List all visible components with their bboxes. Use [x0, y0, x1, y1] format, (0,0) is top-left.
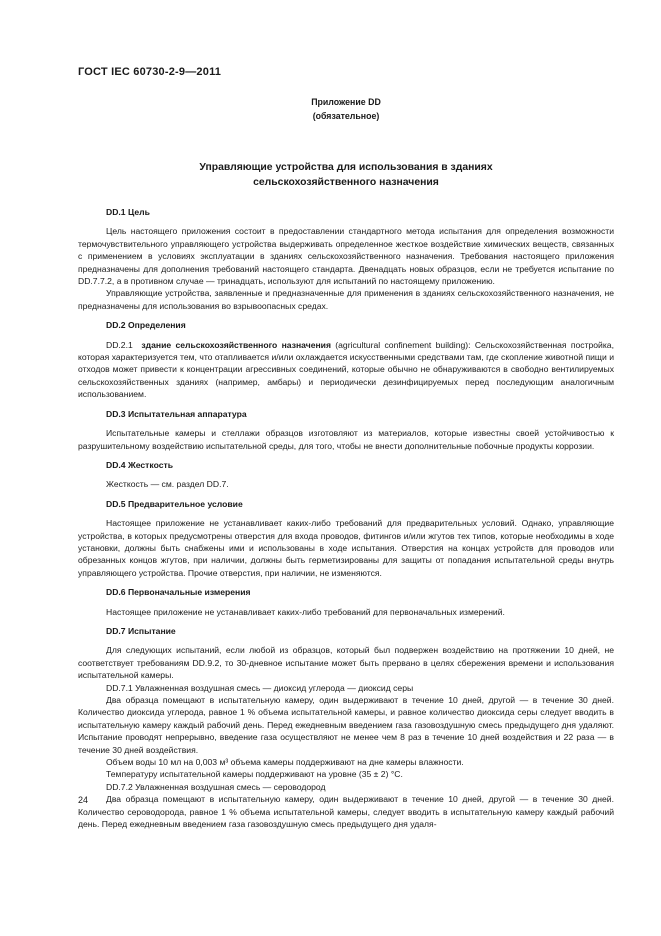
annex-status: (обязательное)	[312, 111, 380, 121]
paragraph-dd6-1: Настоящее приложение не устанавливает каких-либо требований для первоначальных измерений.	[106, 606, 505, 617]
page-number: 24	[78, 795, 89, 805]
paragraph-dd7-1: Для следующих испытаний, если любой из образцов, который был подвержен воздействию на протяжении 10 дней, не соответствует требованиям DD.9.2, то 30-дневное испытание может быть прервано в целях сбережения времени и использования испытательной камеры.	[78, 645, 614, 681]
paragraph-dd7-2-1: Два образца помещают в испытательную камеру, один выдерживают в течение 10 дней, другой — в течение 30 дней. Количество сероводорода, равное 1 % объема испытательной камеры, следует вводить в испытательную камеру каждый рабочий день. Перед ежедневным введением газа газовоздушную смесь предыдущего дня удаля-	[78, 794, 614, 830]
annex-title-line2: сельскохозяйственного назначения	[253, 177, 439, 188]
section-heading-dd1: DD.1 Цель	[106, 207, 150, 217]
paragraph-dd7-1-1: Два образца помещают в испытательную камеру, один выдерживают в течение 10 дней, другой — в течение 30 дней. Количество диоксида углерода, равное 1 % объема испытательной камеры, и равное количество диоксида серы следует вводить в испытательную камеру каждый рабочий день. Перед ежедневным введением газа газовоздушную смесь предыдущего дня удаляют. Испытание проводят непрерывно, введение газа осуществляют не менее чем 8 раз в течение 10 дней воздействия и 22 раза — в течение 30 дней воздействия.	[78, 695, 614, 755]
annex-title	[78, 160, 614, 190]
annex-heading	[78, 95, 614, 123]
definition-text: (agricultural confinement building): Сельскохозяйственная постройка, которая характеризуется тем, что отапливается и/или охлаждается искусственными средствами там, где скопление животной пищи и отходов может привести к концентрации агрессивных соединений, которые обычно не обнаруживаются в свободно вентилируемых сельскохозяйственных зданиях (например, амбары) и периодически дезинфицируемых перед последующим аналогичным использованием.	[78, 339, 614, 400]
subsection-heading-dd7-1: DD.7.1 Увлажненная воздушная смесь — диоксид углерода — диоксид серы	[106, 682, 414, 693]
paragraph-dd4-1: Жесткость — см. раздел DD.7.	[106, 479, 229, 490]
paragraph-dd2-1	[78, 339, 614, 401]
section-heading-dd3: DD.3 Испытательная аппаратура	[106, 408, 247, 419]
paragraph-dd1-2: Управляющие устройства, заявленные и предназначенные для применения в зданиях сельскохозяйственного назначения, не предназначены для использования во взрывоопасных средах.	[78, 288, 614, 311]
section-heading-dd6: DD.6 Первоначальные измерения	[106, 587, 251, 598]
section-heading-dd5: DD.5 Предварительное условие	[106, 498, 243, 509]
term-agricultural-building: здание сельскохозяйственного назначения	[141, 339, 331, 350]
paragraph-dd5-1: Настоящее приложение не устанавливает каких-либо требований для предварительных условий. Однако, управляющие устройства, в которых предусмотрены отверстия для входа проводов, фитингов и/или жгутов тех типов, которые необходимы в ходе установки, должны быть снабжены ими и использованы в ходе испытания. Отверстия на концах устройств для проводов или обрезанных концов жгутов, при наличии, должны быть герметизированы для защиты от попадания испытательной среды внутрь управляющего устройства. Прочие отверстия, при наличии, не изменяются.	[78, 518, 614, 578]
document-code: ГОСТ IEC 60730-2-9—2011	[78, 66, 222, 78]
paragraph-dd7-1-3: Температуру испытательной камеры поддерживают на уровне (35 ± 2) °С.	[106, 769, 403, 780]
document-body	[78, 206, 614, 830]
section-heading-dd7: DD.7 Испытание	[106, 625, 176, 636]
paragraph-dd7-1-2: Объем воды 10 мл на 0,003 м³ объема камеры поддерживают на дне камеры влажности.	[106, 757, 464, 768]
subsection-heading-dd7-2: DD.7.2 Увлажненная воздушная смесь — сероводород	[106, 781, 326, 792]
paragraph-dd1-1: Цель настоящего приложения состоит в предоставлении стандартного метода испытания для определения возможности термочувствительного управляющего устройства выдерживать определенное жесткое воздействие химических веществ, связанных с применением в условиях эксплуатации в зданиях сельскохозяйственного назначения. Требования настоящего приложения предназначены для дополнения требований настоящего стандарта. Двенадцать новых образцов, если не требуется испытание по DD.7.7.2, а в противном случае — тринадцать, используют для испытаний по настоящему приложению.	[78, 226, 614, 287]
paragraph-dd3-1: Испытательные камеры и стеллажи образцов изготовляют из материалов, которые известны своей устойчивостью к разрушительному воздействию испытательной среды, для того, чтобы не внести дополнительные побочные продукты коррозии.	[78, 428, 614, 451]
annex-title-line1: Управляющие устройства для использования в зданиях	[199, 162, 493, 173]
section-heading-dd4: DD.4 Жесткость	[106, 459, 173, 470]
annex-label: Приложение DD	[311, 97, 381, 107]
clause-number-dd2-1: DD.2.1	[106, 339, 133, 350]
section-heading-dd2: DD.2 Определения	[106, 320, 186, 331]
